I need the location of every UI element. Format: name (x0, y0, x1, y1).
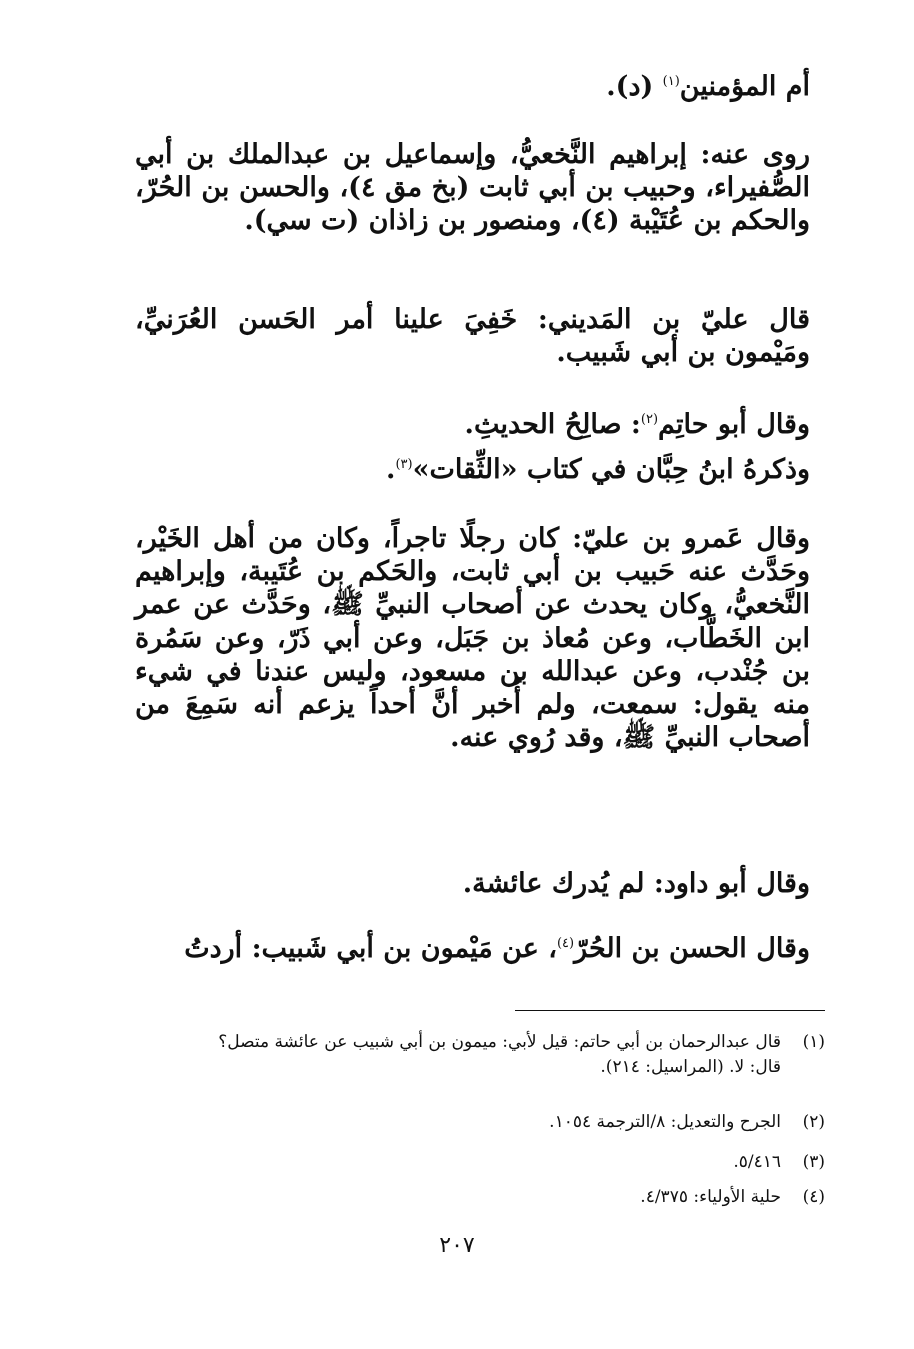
paragraph-8: وقال الحسن بن الحُرّ$^{(٤)}$، عن مَيْمون بن أبي شَبيب: أردتُ (184, 933, 810, 964)
paragraph-4: وقال أبو حاتِم$^{(٢)}$: صالِحُ الحديثِ. (464, 409, 810, 440)
paragraph-5: وذكرهُ ابنُ حِبَّان في كتاب «الثِّقات»$^{(٣)}$. (386, 454, 810, 485)
paragraph-1: أم المؤمنين$^{(١)}$ (د). (606, 71, 810, 102)
paragraph-2: روى عنه: إبراهيم النَّخعيُّ، وإسماعيل بن عبدالملك بن أبي الصُّفيراء، وحبيب بن أبي ثابت (بخ مق ٤)، والحسن بن الحُرّ، والحكم بن عُتَيْبة (٤)، ومنصور بن زاذان (ت سي). (135, 139, 810, 237)
footnote-number: (١) (802, 1032, 825, 1052)
footnote-3: (٣)٥/٤١٦. (115, 1150, 825, 1175)
footnote-ref-4: (٤) (556, 936, 575, 951)
footnote-number: (٤) (802, 1187, 825, 1207)
footnote-divider (515, 1010, 825, 1011)
paragraph-7: وقال أبو داود: لم يُدرك عائشة. (462, 868, 810, 899)
footnote-number: (٣) (802, 1152, 825, 1172)
footnote-2: (٢)الجرح والتعديل: ٨/الترجمة ١٠٥٤. (115, 1110, 825, 1135)
paragraph-3: قال عليّ بن المَديني: خَفِيَ علينا أمر الحَسن العُرَنيِّ، ومَيْمون بن أبي شَبيب. (135, 304, 810, 369)
footnote-ref-2: (٢) (640, 412, 659, 427)
footnote-number: (٢) (802, 1112, 825, 1132)
footnote-ref-1: (١) (662, 74, 680, 89)
paragraph-6: وقال عَمرو بن عليّ: كان رجلًا تاجراً، وكان من أهل الخَيْر، وحَدَّث عنه حَبيب بن أبي ثابت، والحَكم بن عُتَيبة، وإبراهيم النَّخعيُّ، وكان يحدث عن أصحاب النبيِّ ﷺ، وحَدَّث عن عمر ابن الخَطَّاب، وعن مُعاذ بن جَبَل، وعن أبي ذَرّ، وعن سَمُرة بن جُنْدب، وعن عبدالله بن مسعود، وليس عندنا في شيء منه يقول: سمعت، ولم أُخبر أنَّ أحداً يزعم أنه سَمِعَ من أصحاب النبيِّ ﷺ، وقد رُوي عنه. (135, 523, 810, 754)
footnote-4: (٤)حلية الأولياء: ٤/٣٧٥. (115, 1185, 825, 1210)
footnote-1: (١)قال عبدالرحمان بن أبي حاتم: قيل لأبي: ميمون بن أبي شبيب عن عائشة متصل؟ قال: لا. (المراسيل: ٢١٤). (218, 1032, 825, 1077)
footnote-ref-3: (٣) (395, 457, 413, 472)
page-number: ٢٠٧ (439, 1233, 475, 1258)
